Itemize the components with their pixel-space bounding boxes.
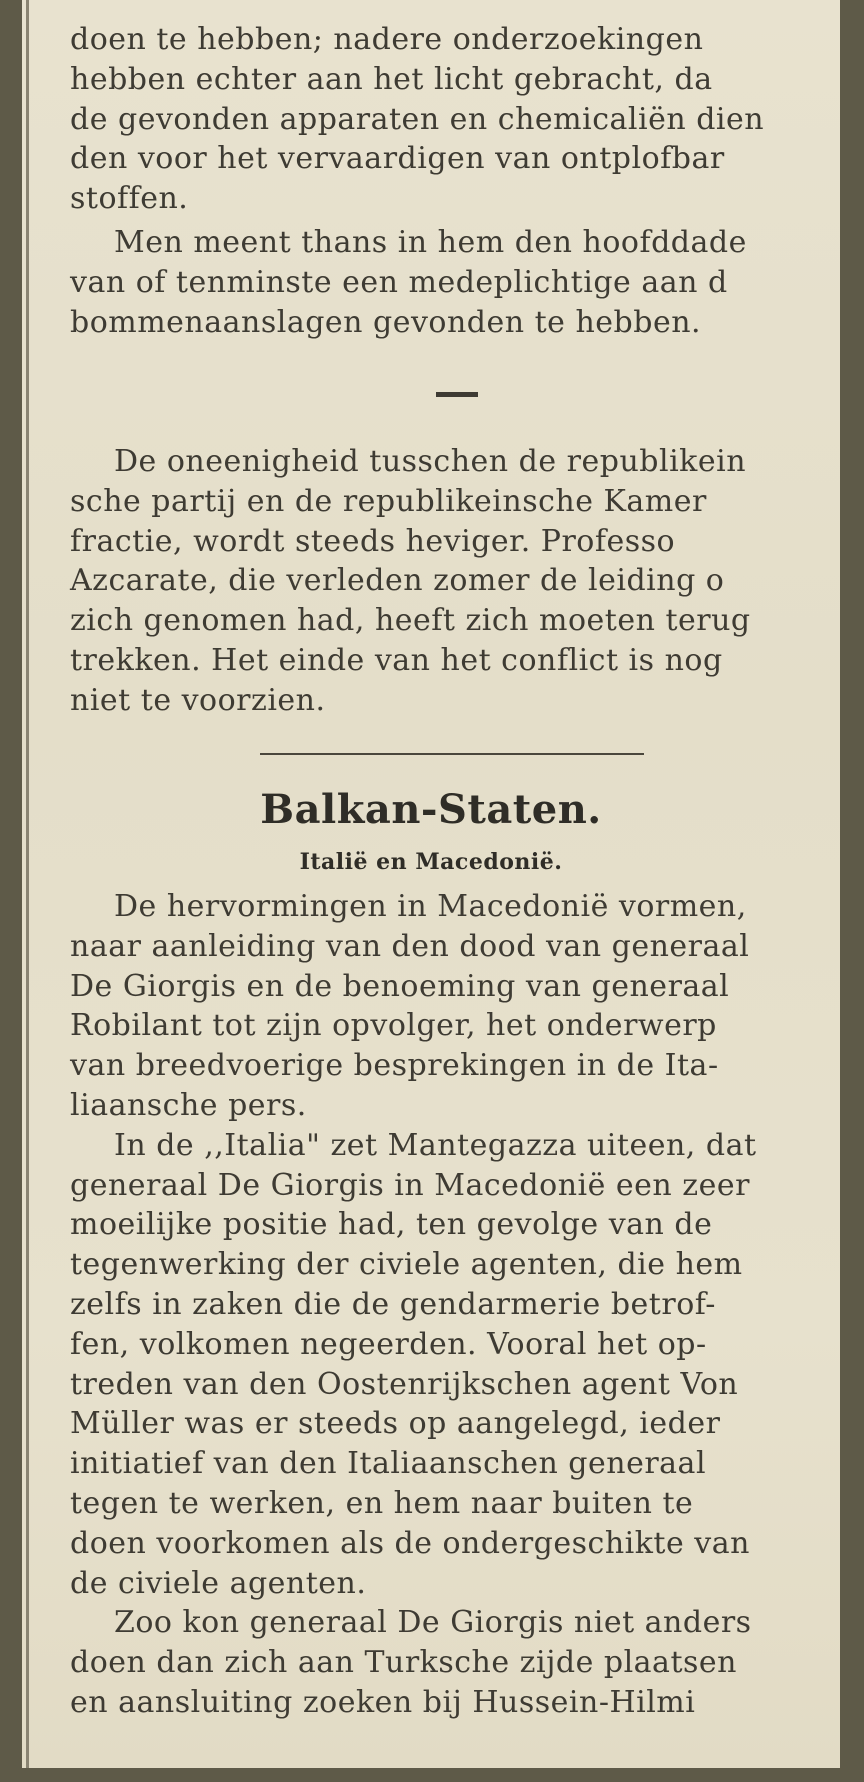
text-line: Men meent thans in hem den hoofddade	[114, 225, 747, 260]
paragraph-suspect	[70, 223, 840, 342]
text-line: De oneenigheid tusschen de republikein	[114, 444, 747, 479]
text-line: zelfs in zaken die de gendarmerie betrof-	[70, 1286, 716, 1322]
text-line: den voor het vervaardigen van ontplofbar	[70, 141, 725, 177]
section-divider-short	[436, 392, 478, 397]
text-line: Robilant tot zijn opvolger, het onderwerp	[70, 1008, 717, 1044]
text-line: doen te hebben; nadere onderzoekingen	[70, 22, 704, 57]
paragraph-republican-party	[70, 442, 840, 721]
text-line: de civiele agenten.	[70, 1565, 367, 1601]
text-line: fen, volkomen negeerden. Vooral het op-	[70, 1326, 707, 1362]
text-line: hebben echter aan het licht gebracht, da	[70, 61, 713, 97]
text-line: niet te voorzien.	[70, 682, 326, 718]
text-line: generaal De Giorgis in Macedonië een zeer	[70, 1167, 750, 1203]
paragraph-investigation	[70, 20, 840, 219]
paragraph-balkan	[70, 887, 840, 1723]
text-line: moeilijke positie had, ten gevolge van de	[70, 1207, 713, 1243]
text-line: trekken. Het einde van het conflict is nog	[70, 642, 723, 678]
newspaper-clipping	[22, 0, 840, 1768]
text-line: Zoo kon generaal De Giorgis niet anders	[114, 1605, 752, 1641]
text-line: De Giorgis en de benoeming van generaal	[70, 968, 730, 1004]
text-line: Müller was er steeds op aangelegd, ieder	[70, 1406, 721, 1442]
text-line: bommenaanslagen gevonden te hebben.	[70, 304, 702, 340]
text-line: fractie, wordt steeds heviger. Professo	[70, 523, 676, 559]
text-line: De hervormingen in Macedonië vormen,	[114, 889, 747, 924]
text-line: doen voorkomen als de ondergeschikte van	[70, 1525, 750, 1561]
text-line: In de ,,Italia" zet Mantegazza uiteen, dat	[114, 1127, 757, 1163]
text-line: doen dan zich aan Turksche zijde plaatsen	[70, 1645, 737, 1681]
text-line: tegenwerking der civiele agenten, die hem	[70, 1247, 743, 1283]
text-line: initiatief van den Italiaanschen generaal	[70, 1446, 707, 1482]
text-line: liaansche pers.	[70, 1087, 307, 1123]
section-heading: Balkan-Staten.	[260, 786, 602, 833]
section-divider-long	[260, 753, 644, 755]
text-line: en aansluiting zoeken bij Hussein-Hilmi	[70, 1684, 696, 1720]
section-subheading: Italië en Macedonië.	[299, 849, 563, 875]
text-line: naar aanleiding van den dood van generaal	[70, 928, 750, 964]
text-line: sche partij en de republikeinsche Kamer	[70, 483, 707, 519]
text-line: van of tenminste een medeplichtige aan d	[70, 264, 728, 300]
column-rule	[26, 0, 29, 1768]
text-line: stoffen.	[70, 181, 189, 217]
text-line: Azcarate, die verleden zomer de leiding o	[70, 563, 725, 599]
text-line: van breedvoerige besprekingen in de Ita-	[70, 1048, 719, 1084]
text-line: treden van den Oostenrijkschen agent Von	[70, 1366, 739, 1402]
text-line: zich genomen had, heeft zich moeten terug	[70, 603, 751, 639]
text-line: tegen te werken, en hem naar buiten te	[70, 1485, 694, 1521]
text-line: de gevonden apparaten en chemicaliën dien	[70, 101, 765, 137]
